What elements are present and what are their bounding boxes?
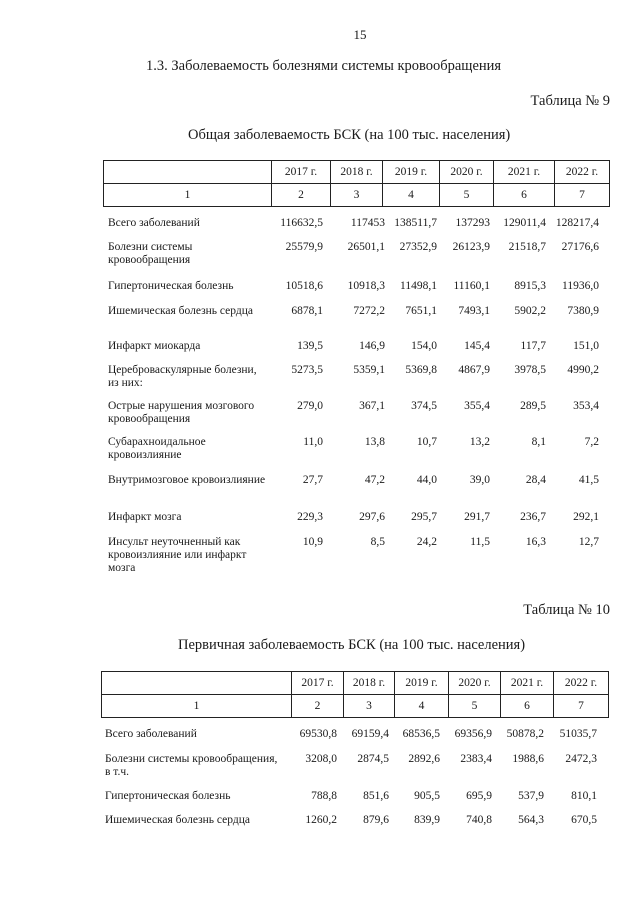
- cell-value: 297,6: [359, 511, 385, 523]
- row-label: Инфаркт мозга: [108, 511, 182, 523]
- cell-value: 21518,7: [508, 241, 546, 253]
- cell-value: 279,0: [297, 400, 323, 412]
- cell-value: 26501,1: [347, 241, 385, 253]
- cell-value: 11,5: [470, 536, 490, 548]
- table1-year-2021: 2021 г.: [494, 161, 555, 184]
- cell-value: 291,7: [464, 511, 490, 523]
- row-label: Цереброваскулярные болезни, из них:: [108, 364, 257, 389]
- cell-value: 5273,5: [291, 364, 323, 376]
- cell-value: 137293: [455, 217, 490, 229]
- table2-year-2021: 2021 г.: [501, 672, 554, 695]
- cell-value: 69356,9: [454, 728, 492, 740]
- row-label: Гипертоническая болезнь: [108, 280, 234, 292]
- cell-value: 353,4: [573, 400, 599, 412]
- row-label: Гипертоническая болезнь: [105, 790, 231, 802]
- cell-value: 2383,4: [460, 753, 492, 765]
- cell-value: 5902,2: [514, 305, 546, 317]
- cell-value: 3208,0: [305, 753, 337, 765]
- cell-value: 295,7: [411, 511, 437, 523]
- table2-index-5: 5: [449, 695, 501, 718]
- cell-value: 8,1: [531, 436, 546, 448]
- cell-value: 7380,9: [567, 305, 599, 317]
- cell-value: 905,5: [414, 790, 440, 802]
- row-label: Субарахноидальное кровоизлияние: [108, 436, 206, 461]
- table1-year-2018: 2018 г.: [331, 161, 383, 184]
- table2-label: Таблица № 10: [523, 602, 610, 618]
- table2-year-2017: 2017 г.: [292, 672, 344, 695]
- table1-year-2022: 2022 г.: [555, 161, 610, 184]
- table1-year-2020: 2020 г.: [440, 161, 494, 184]
- cell-value: 289,5: [520, 400, 546, 412]
- cell-value: 11160,1: [453, 280, 490, 292]
- cell-value: 374,5: [411, 400, 437, 412]
- cell-value: 10918,3: [347, 280, 385, 292]
- table2-header-blank: [102, 672, 292, 695]
- cell-value: 5369,8: [405, 364, 437, 376]
- cell-value: 13,2: [469, 436, 490, 448]
- row-label: Острые нарушения мозгового кровообращения: [108, 400, 255, 425]
- cell-value: 8,5: [370, 536, 385, 548]
- cell-value: 68536,5: [402, 728, 440, 740]
- cell-value: 13,8: [364, 436, 385, 448]
- table1-year-2017: 2017 г.: [272, 161, 331, 184]
- table2-year-2020: 2020 г.: [449, 672, 501, 695]
- cell-value: 146,9: [359, 340, 385, 352]
- cell-value: 810,1: [571, 790, 597, 802]
- cell-value: 117453: [350, 217, 385, 229]
- table1-label: Таблица № 9: [530, 93, 610, 109]
- row-label: Ишемическая болезнь сердца: [105, 814, 250, 826]
- cell-value: 1260,2: [305, 814, 337, 826]
- table1-header-grid: [103, 160, 610, 207]
- row-label: Внутримозговое кровоизлияние: [108, 474, 266, 486]
- cell-value: 50878,2: [506, 728, 544, 740]
- cell-value: 6878,1: [291, 305, 323, 317]
- row-label: Болезни системы кровообращения: [108, 241, 193, 266]
- cell-value: 25579,9: [285, 241, 323, 253]
- cell-value: 4867,9: [458, 364, 490, 376]
- row-label: Ишемическая болезнь сердца: [108, 305, 253, 317]
- cell-value: 8915,3: [514, 280, 546, 292]
- cell-value: 24,2: [416, 536, 437, 548]
- cell-value: 2874,5: [357, 753, 389, 765]
- cell-value: 3978,5: [514, 364, 546, 376]
- cell-value: 367,1: [359, 400, 385, 412]
- table1-caption: Общая заболеваемость БСК (на 100 тыс. населения): [188, 127, 511, 143]
- cell-value: 1988,6: [512, 753, 544, 765]
- cell-value: 44,0: [416, 474, 437, 486]
- cell-value: 129011,4: [503, 217, 546, 229]
- cell-value: 11498,1: [400, 280, 437, 292]
- cell-value: 851,6: [363, 790, 389, 802]
- cell-value: 69530,8: [299, 728, 337, 740]
- row-label: Инфаркт миокарда: [108, 340, 201, 352]
- cell-value: 4990,2: [567, 364, 599, 376]
- cell-value: 27352,9: [399, 241, 437, 253]
- table1-index-1: 1: [104, 184, 272, 207]
- cell-value: 7493,1: [458, 305, 490, 317]
- table1-header-blank: [104, 161, 272, 184]
- table1-index-4: 4: [383, 184, 440, 207]
- cell-value: 12,7: [578, 536, 599, 548]
- table2-index-2: 2: [292, 695, 344, 718]
- cell-value: 116632,5: [280, 217, 323, 229]
- cell-value: 7651,1: [405, 305, 437, 317]
- table2-index-1: 1: [102, 695, 292, 718]
- cell-value: 151,0: [573, 340, 599, 352]
- cell-value: 128217,4: [555, 217, 599, 229]
- table2-index-7: 7: [554, 695, 609, 718]
- table1-index-2: 2: [272, 184, 331, 207]
- table2-header-grid: [101, 671, 609, 718]
- page-number: 15: [353, 27, 367, 42]
- cell-value: 39,0: [469, 474, 490, 486]
- cell-value: 27176,6: [561, 241, 599, 253]
- table1-index-3: 3: [331, 184, 383, 207]
- row-label: Всего заболеваний: [108, 217, 200, 229]
- cell-value: 47,2: [364, 474, 385, 486]
- cell-value: 740,8: [466, 814, 492, 826]
- cell-value: 292,1: [573, 511, 599, 523]
- table1-index-7: 7: [555, 184, 610, 207]
- cell-value: 229,3: [297, 511, 323, 523]
- cell-value: 879,6: [363, 814, 389, 826]
- cell-value: 2892,6: [408, 753, 440, 765]
- cell-value: 145,4: [464, 340, 490, 352]
- cell-value: 788,8: [311, 790, 337, 802]
- cell-value: 5359,1: [353, 364, 385, 376]
- cell-value: 839,9: [414, 814, 440, 826]
- table2-year-2019: 2019 г.: [395, 672, 449, 695]
- cell-value: 564,3: [518, 814, 544, 826]
- cell-value: 537,9: [518, 790, 544, 802]
- cell-value: 10,9: [302, 536, 323, 548]
- cell-value: 28,4: [525, 474, 546, 486]
- table2-index-4: 4: [395, 695, 449, 718]
- cell-value: 695,9: [466, 790, 492, 802]
- cell-value: 139,5: [297, 340, 323, 352]
- cell-value: 117,7: [520, 340, 546, 352]
- row-label: Всего заболеваний: [105, 728, 197, 740]
- cell-value: 138511,7: [394, 217, 437, 229]
- cell-value: 236,7: [520, 511, 546, 523]
- cell-value: 2472,3: [565, 753, 597, 765]
- section-title: 1.3. Заболеваемость болезнями системы кровообращения: [146, 58, 502, 74]
- cell-value: 154,0: [411, 340, 437, 352]
- cell-value: 10518,6: [285, 280, 323, 292]
- cell-value: 11,0: [303, 436, 323, 448]
- cell-value: 10,7: [416, 436, 437, 448]
- cell-value: 7,2: [584, 436, 599, 448]
- row-label: Болезни системы кровообращения, в т.ч.: [105, 753, 278, 778]
- cell-value: 355,4: [464, 400, 490, 412]
- table1-index-5: 5: [440, 184, 494, 207]
- row-label: Инсульт неуточненный как кровоизлияние или инфаркт мозга: [108, 536, 247, 574]
- cell-value: 51035,7: [559, 728, 597, 740]
- cell-value: 16,3: [525, 536, 546, 548]
- cell-value: 26123,9: [452, 241, 490, 253]
- table1-index-6: 6: [494, 184, 555, 207]
- table2-index-3: 3: [344, 695, 395, 718]
- table2-caption: Первичная заболеваемость БСК (на 100 тыс. населения): [178, 637, 526, 653]
- cell-value: 7272,2: [353, 305, 385, 317]
- table2-year-2022: 2022 г.: [554, 672, 609, 695]
- cell-value: 670,5: [571, 814, 597, 826]
- cell-value: 11936,0: [562, 280, 599, 292]
- cell-value: 69159,4: [351, 728, 389, 740]
- table1-year-2019: 2019 г.: [383, 161, 440, 184]
- cell-value: 41,5: [578, 474, 599, 486]
- cell-value: 27,7: [302, 474, 323, 486]
- table2-index-6: 6: [501, 695, 554, 718]
- table2-year-2018: 2018 г.: [344, 672, 395, 695]
